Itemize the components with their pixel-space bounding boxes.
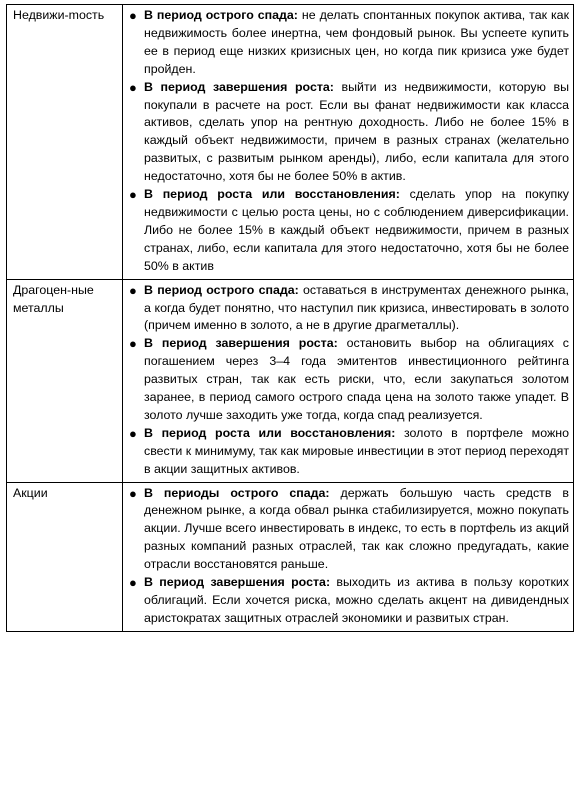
bullet-icon: ● [129, 425, 137, 441]
phase-label: В период роста или восстановления: [144, 187, 400, 202]
bullet-icon: ● [129, 282, 137, 298]
recommendation-text: выходить из актива в пользу коротких облигаций. Если хочется риска, можно сделать акцент на дивидендных аристократах защитных отраслей экономики и развитых стран. [144, 575, 569, 625]
asset-cell: Недвижи-mость [7, 5, 123, 280]
recommendation-text: не делать спонтанных покупок актива, так как недвижимость более инертна, чем фондовый рынок. Вы успеете купить ее в период еще низких кризисных цен, но когда пик кризиса уже будет пройден. [144, 8, 569, 76]
recommendations-cell [123, 279, 574, 482]
list-item [129, 425, 569, 479]
list-item [129, 485, 569, 575]
bullet-icon: ● [129, 575, 137, 591]
bullet-icon: ● [129, 336, 137, 352]
recommendation-text: золото в портфеле можно свести к минимуму, так как мировые инвестиции в этот период переходят в акции защитных активов. [144, 425, 569, 476]
recommendation-text: выйти из недвижимости, которую вы покупали в расчете на рост. Если вы фанат недвижимости как класса активов, сделать упор на рентную доходность. Либо не более 15% в каждый объект недвижимости, причем в разных странах (желательно развитых, с развитым рынком аренды), либо, если капитала для этого недостаточно, хотя бы не более 50% в актив. [144, 79, 569, 184]
list-item [129, 186, 569, 276]
phase-label: В период завершения роста: [144, 79, 334, 94]
phase-label: В период завершения роста: [144, 575, 331, 590]
recommendation-text: держать большую часть средств в денежном рынке, а когда обвал рынка стабилизируется, можно покупать акции. Лучше всего инвестировать в индекс, то есть в портфель из акций разных компаний разных отраслей, так как сложно предугадать, какие отрасли восстановятся раньше. [144, 485, 569, 572]
recommendation-list [129, 282, 569, 479]
phase-label: В периоды острого спада: [144, 485, 330, 500]
investment-strategy-table [6, 4, 574, 632]
recommendations-cell [123, 5, 574, 280]
bullet-icon: ● [129, 187, 137, 203]
bullet-icon: ● [129, 79, 137, 95]
recommendation-list [129, 7, 569, 276]
asset-cell: Акции [7, 482, 123, 631]
recommendation-text: сделать упор на покупку недвижимости с целью роста цены, но с соблюдением диверсификации. Либо не более 15% в каждый объект недвижимости, причем в разных странах, либо, если капитала для этого недостаточно, хотя бы не более 50% в актив [144, 187, 569, 273]
recommendations-cell [123, 482, 574, 631]
phase-label: В период роста или восстановления: [144, 425, 396, 440]
list-item [129, 282, 569, 336]
recommendation-list [129, 485, 569, 628]
recommendation-text: остановить выбор на облигациях с погашением через 3–4 года эмитентов инвестиционного рейтинга развитых стран, так как есть риски, что, если закупаться золотом заранее, в период самого острого спада цена на золото также упадет. В золото лучше заходить уже тогда, когда спад реализуется. [144, 336, 569, 422]
phase-label: В период завершения роста: [144, 336, 338, 351]
recommendation-text: оставаться в инструментах денежного рынка, а когда будет понятно, что наступил пик кризиса, инвестировать в золото (причем именно в золото, а не в другие драгметаллы). [144, 282, 570, 333]
list-item [129, 335, 569, 425]
list-item [129, 79, 569, 186]
asset-cell: Драгоцен-ные металлы [7, 279, 123, 482]
bullet-icon: ● [129, 8, 137, 23]
list-item [129, 7, 569, 79]
table-row-real-estate [7, 5, 574, 280]
phase-label: В период острого спада: [144, 8, 298, 22]
table-row-precious-metals [7, 279, 574, 482]
list-item [129, 574, 569, 628]
bullet-icon: ● [129, 485, 137, 501]
phase-label: В период острого спада: [144, 282, 299, 297]
table-row-stocks [7, 482, 574, 631]
